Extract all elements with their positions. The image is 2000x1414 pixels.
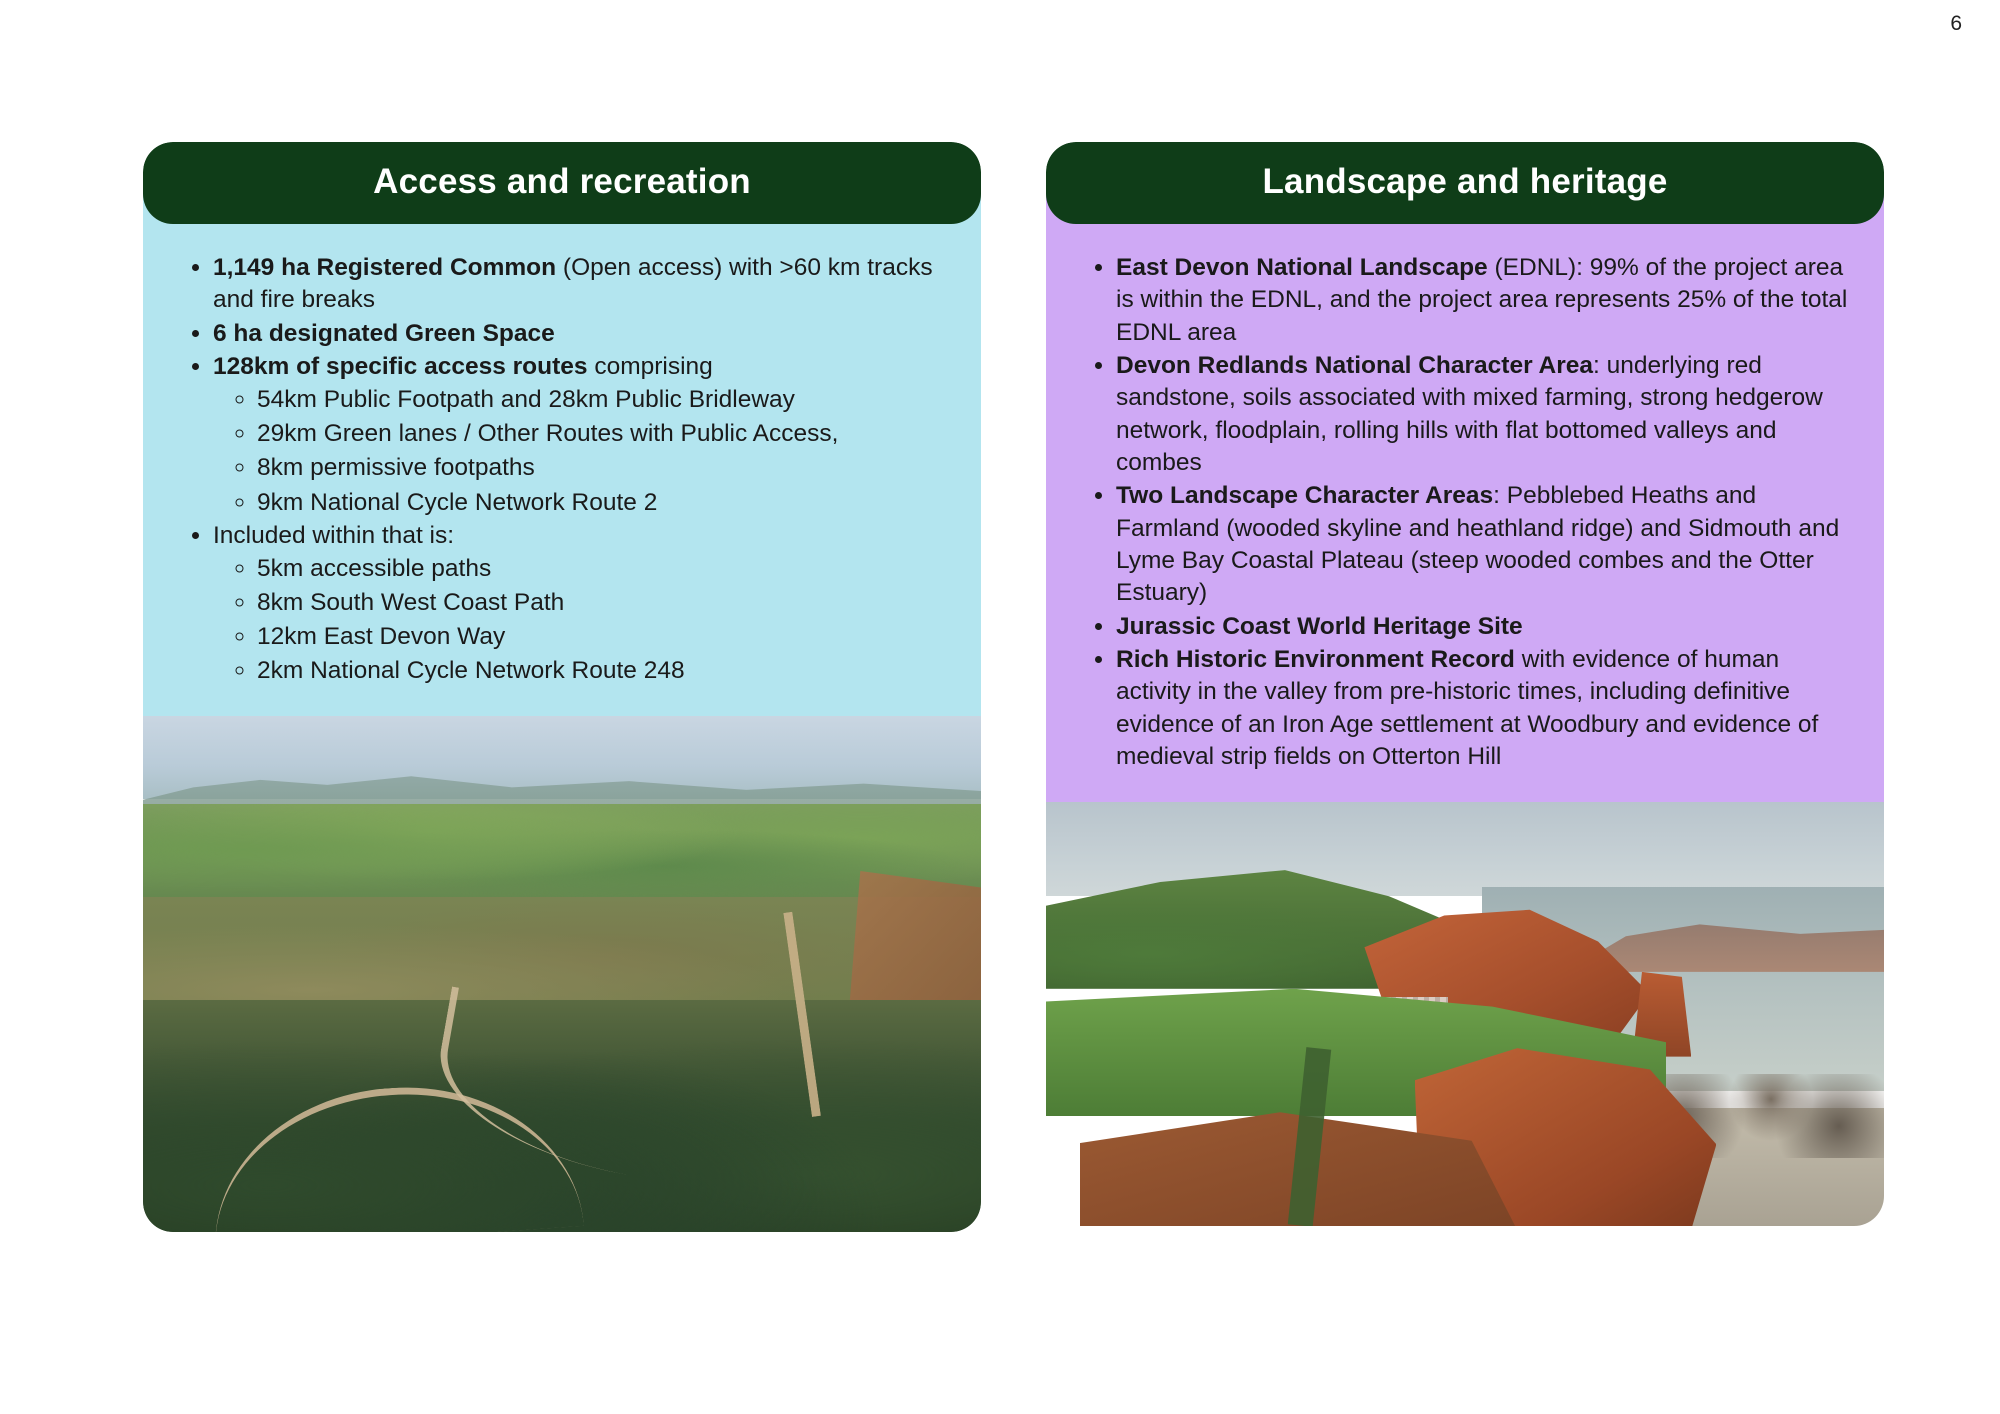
list-item: [1116, 252, 1858, 349]
bullet-list-landscape: [1072, 252, 1858, 773]
photo-jurassic-coast-cliffs: [1046, 802, 1884, 1226]
sub-bullet-list: [213, 552, 955, 687]
bullet-lead-text: 1,149 ha Registered Common: [213, 254, 557, 281]
list-item: [1116, 350, 1858, 479]
bullet-rest-text: (Open access) with >60 km tracks and fire breaks: [213, 254, 933, 314]
bullet-lead-text: Rich Historic Environment Record: [1116, 645, 1515, 673]
bullet-rest-text: with evidence of human activity in the valley from pre-historic times, including definitive evidence of an Iron Age settlement at Woodbury and evidence of medieval strip fields on Otterton Hill: [1116, 645, 1819, 770]
bullet-rest-text: : Pebblebed Heaths and Farmland (wooded skyline and heathland ridge) and Sidmouth and Lyme Bay Coastal Plateau (steep wooded combes and the Otter Estuary): [1116, 482, 1840, 607]
sub-list-item: ◦ 5km accessible paths: [257, 552, 955, 585]
two-column-layout: [143, 142, 1885, 1232]
list-item: [1116, 480, 1858, 609]
bullet-list-access: [169, 252, 955, 687]
page-number: 6: [1950, 12, 1962, 35]
bullet-lead-text: 6 ha designated Green Space: [213, 319, 555, 347]
bullet-lead-text: Devon Redlands National Character Area: [1116, 351, 1593, 379]
bullet-lead-text: East Devon National Landscape: [1116, 254, 1488, 281]
list-item: [213, 351, 955, 519]
bullet-rest-text: comprising: [587, 352, 713, 380]
list-item: [1116, 644, 1858, 773]
sub-list-item: ◦ 9km National Cycle Network Route 2: [257, 486, 955, 519]
list-item: [213, 252, 955, 317]
photo-heathland-common: [143, 716, 981, 1232]
bullet-rest-text: (EDNL): 99% of the project area is within the EDNL, and the project area represents 25% of the total EDNL area: [1116, 254, 1848, 346]
card-access-and-recreation: [143, 142, 981, 1232]
sub-list-item: ◦ 12km East Devon Way: [257, 620, 955, 653]
card-landscape-and-heritage: [1046, 142, 1884, 1232]
list-item: [1116, 611, 1858, 643]
bullet-lead-text: Jurassic Coast World Heritage Site: [1116, 612, 1523, 640]
bullet-lead-text: Two Landscape Character Areas: [1116, 482, 1494, 510]
card-title-access-and-recreation: Access and recreation: [143, 142, 981, 224]
sub-list-item: ◦ 29km Green lanes / Other Routes with Public Access,: [257, 417, 955, 450]
card-body-access-and-recreation: [143, 194, 981, 716]
bullet-rest-text: : underlying red sandstone, soils associated with mixed farming, strong hedgerow network, floodplain, rolling hills with flat bottomed valleys and combes: [1116, 351, 1823, 476]
bullet-rest-text: Included within that is:: [213, 521, 455, 549]
bullet-lead-text: 128km of specific access routes: [213, 352, 588, 380]
sub-bullet-list: [213, 383, 955, 518]
sub-list-item: ◦ 54km Public Footpath and 28km Public Bridleway: [257, 383, 955, 416]
sub-list-item: ◦ 8km permissive footpaths: [257, 451, 955, 484]
list-item: [213, 520, 955, 688]
card-title-landscape-and-heritage: Landscape and heritage: [1046, 142, 1884, 224]
sub-list-item: ◦ 2km National Cycle Network Route 248: [257, 654, 955, 687]
card-body-landscape-and-heritage: [1046, 194, 1884, 802]
sub-list-item: ◦ 8km South West Coast Path: [257, 586, 955, 619]
list-item: [213, 318, 955, 350]
